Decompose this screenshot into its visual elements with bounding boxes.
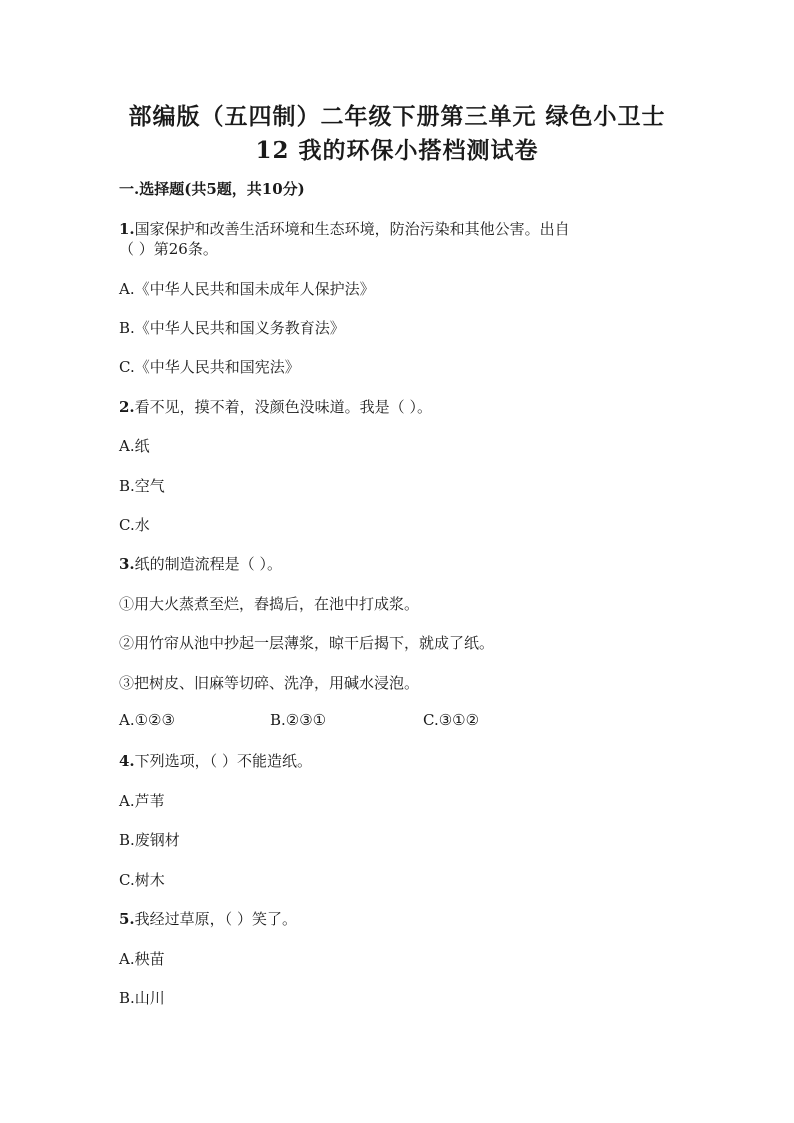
question-1-stem-cont: （ ）第26条。 (119, 240, 218, 258)
question-text: 下列选项，（ ）不能造纸。 (134, 752, 312, 770)
doc-title-line2: 12 我的环保小搭档测试卷 (255, 137, 539, 164)
question-text: 国家保护和改善生活环境和生态环境，防治污染和其他公害。出自 (134, 220, 570, 238)
question-5-option-a: A.秧苗 (119, 950, 165, 968)
question-number: 1. (119, 220, 135, 238)
question-4-stem (119, 750, 312, 771)
question-1-option-b: B.《中华人民共和国义务教育法》 (119, 319, 345, 337)
question-4-option-c: C.树木 (119, 871, 165, 889)
question-3-stem (119, 553, 282, 574)
question-number: 3. (119, 555, 135, 573)
question-3-options (119, 711, 480, 729)
question-3-step-1: ①用大火蒸煮至烂，舂捣后，在池中打成浆。 (119, 595, 420, 613)
question-2-option-c: C.水 (119, 516, 150, 534)
question-2-stem (119, 396, 432, 417)
section-heading: 一.选择题(共5题，共10分) (119, 180, 305, 198)
question-1-option-c: C.《中华人民共和国宪法》 (119, 358, 300, 376)
question-text: 纸的制造流程是（ ）。 (134, 555, 282, 573)
question-number: 2. (119, 398, 135, 416)
question-4-option-a: A.芦苇 (119, 792, 165, 810)
question-3-option-c: C.③①② (423, 711, 480, 729)
question-1-option-a: A.《中华人民共和国未成年人保护法》 (119, 280, 375, 298)
question-5-option-b: B.山川 (119, 989, 165, 1007)
question-number: 5. (119, 910, 135, 928)
question-text: 看不见，摸不着，没颜色没味道。我是（ ）。 (134, 398, 432, 416)
question-number: 4. (119, 752, 135, 770)
question-text: 我经过草原，（ ）笑了。 (134, 910, 297, 928)
question-3-option-a: A.①②③ (119, 711, 175, 729)
question-3-step-3: ③把树皮、旧麻等切碎、洗净，用碱水浸泡。 (119, 674, 420, 692)
question-4-option-b: B.废钢材 (119, 831, 180, 849)
question-3-step-2: ②用竹帘从池中抄起一层薄浆，晾干后揭下，就成了纸。 (119, 634, 495, 652)
question-1-stem (119, 218, 570, 239)
question-3-option-b: B.②③① (270, 711, 327, 729)
question-5-stem (119, 908, 297, 929)
question-2-option-b: B.空气 (119, 477, 165, 495)
question-2-option-a: A.纸 (119, 437, 150, 455)
doc-title-line1: 部编版（五四制）二年级下册第三单元 绿色小卫士 (128, 103, 666, 130)
